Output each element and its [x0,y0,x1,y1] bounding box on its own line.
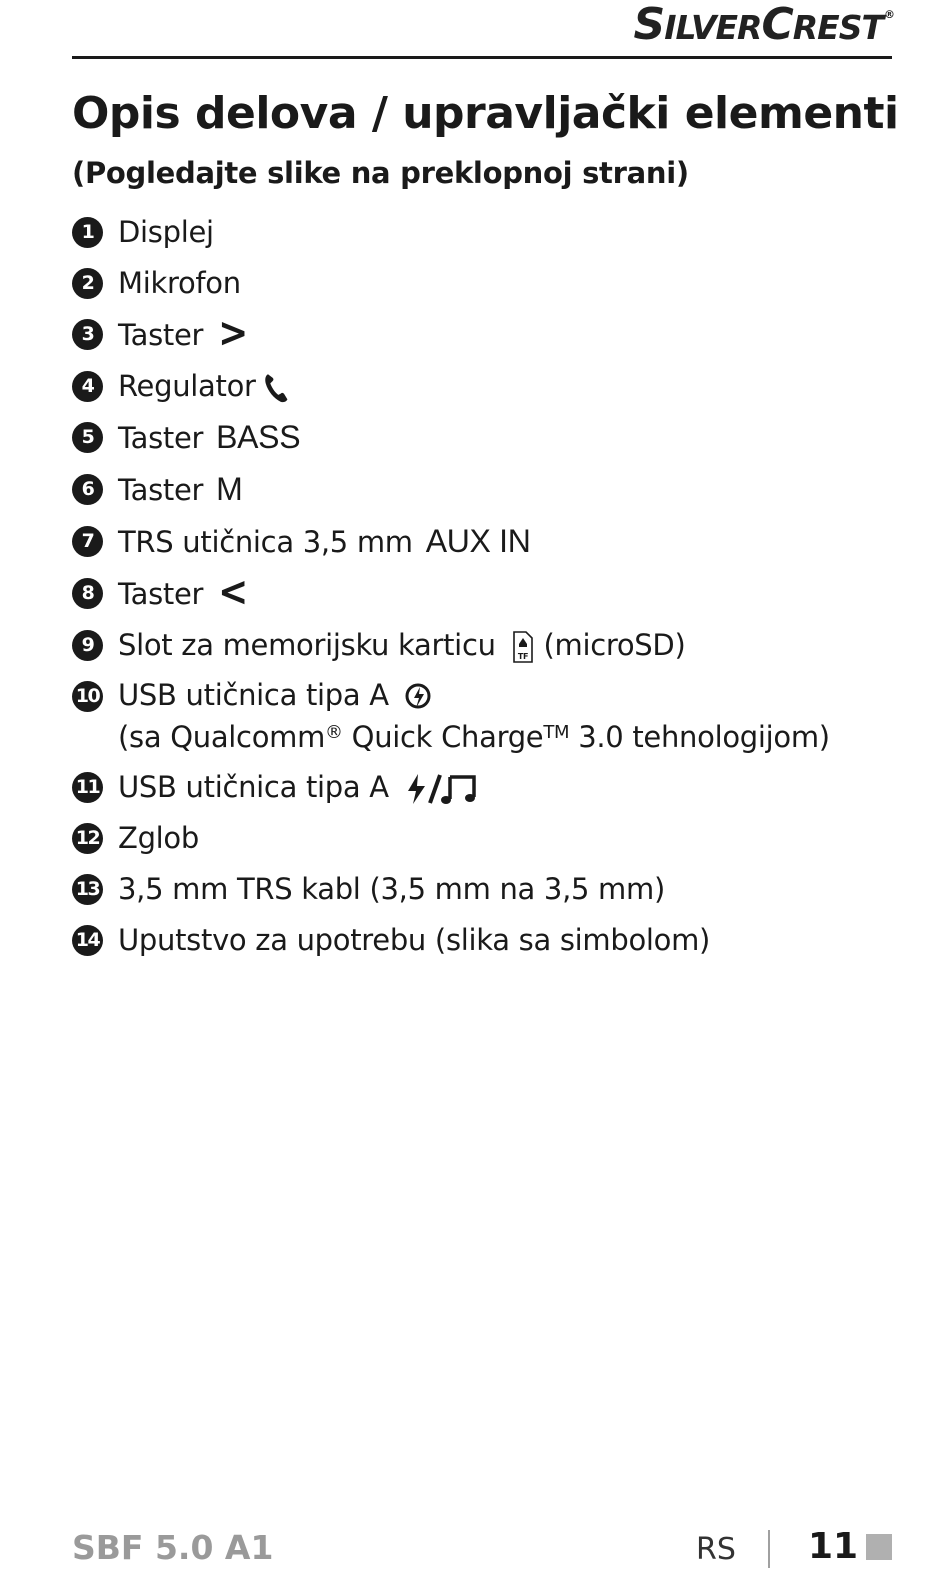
item-number-badge: 1 [72,217,103,248]
list-item [72,623,912,667]
item-symbol: AUX IN [425,523,531,559]
item-number-badge: 8 [72,578,103,609]
svg-text:TF: TF [517,652,528,661]
item-number-badge: 13 [72,874,103,905]
list-item [72,210,912,254]
chevron-left-icon: < [218,568,248,616]
list-item [72,415,912,460]
item-label: 3,5 mm TRS kabl (3,5 mm na 3,5 mm) [118,872,665,906]
item-symbol: M [216,471,243,507]
phone-icon [262,372,290,404]
item-label: Taster [118,421,204,455]
item-number-badge: 5 [72,422,103,453]
list-item [72,674,912,758]
brand-logo: SILVERCREST® [633,0,894,50]
item-symbol: BASS [216,419,301,455]
quick-charge-icon [404,681,434,713]
item-label: Mikrofon [118,266,241,300]
item-number-badge: 2 [72,268,103,299]
list-item [72,519,912,564]
list-item [72,918,912,962]
page-subtitle: (Pogledajte slike na preklopnoj strani) [72,156,689,190]
item-label: Slot za memorijsku karticu [118,628,496,662]
item-label: Uputstvo za upotrebu (slika sa simbolom) [118,923,711,957]
item-label: TRS utičnica 3,5 mm [118,525,413,559]
item-label: Displej [118,215,214,249]
list-item [72,568,912,616]
item-label: Regulator [118,369,256,403]
page-title: Opis delova / upravljački elementi [72,88,899,139]
charge-music-icon [404,771,482,807]
item-number-badge: 7 [72,526,103,557]
list-item [72,867,912,911]
item-number-badge: 12 [72,823,103,854]
item-label: Taster [118,318,204,352]
parts-list [72,210,912,969]
item-number-badge: 6 [72,474,103,505]
item-number-badge: 9 [72,630,103,661]
item-number-badge: 14 [72,925,103,956]
footer-divider [768,1530,770,1568]
footer-marker [866,1534,892,1560]
item-label: USB utičnica tipa A [118,678,389,712]
item-note: (sa Qualcomm® Quick Charge™ 3.0 tehnologijom) [118,720,830,754]
list-item [72,364,912,408]
list-item [72,261,912,305]
microsd-card-icon [511,630,535,664]
item-label: USB utičnica tipa A [118,770,389,804]
item-label: Taster [118,473,204,507]
item-number-badge: 11 [72,772,103,803]
list-item [72,816,912,860]
footer-model: SBF 5.0 A1 [72,1528,274,1567]
item-label: Taster [118,577,204,611]
item-number-badge: 4 [72,371,103,402]
page-number: 11 [808,1526,859,1567]
footer-language: RS [696,1532,736,1567]
item-suffix: (microSD) [543,628,686,662]
list-item [72,309,912,357]
item-number-badge: 10 [72,681,103,712]
list-item [72,765,912,809]
header-divider [72,56,892,59]
chevron-right-icon: > [218,309,248,357]
list-item [72,467,912,512]
item-number-badge: 3 [72,319,103,350]
item-label: Zglob [118,821,199,855]
